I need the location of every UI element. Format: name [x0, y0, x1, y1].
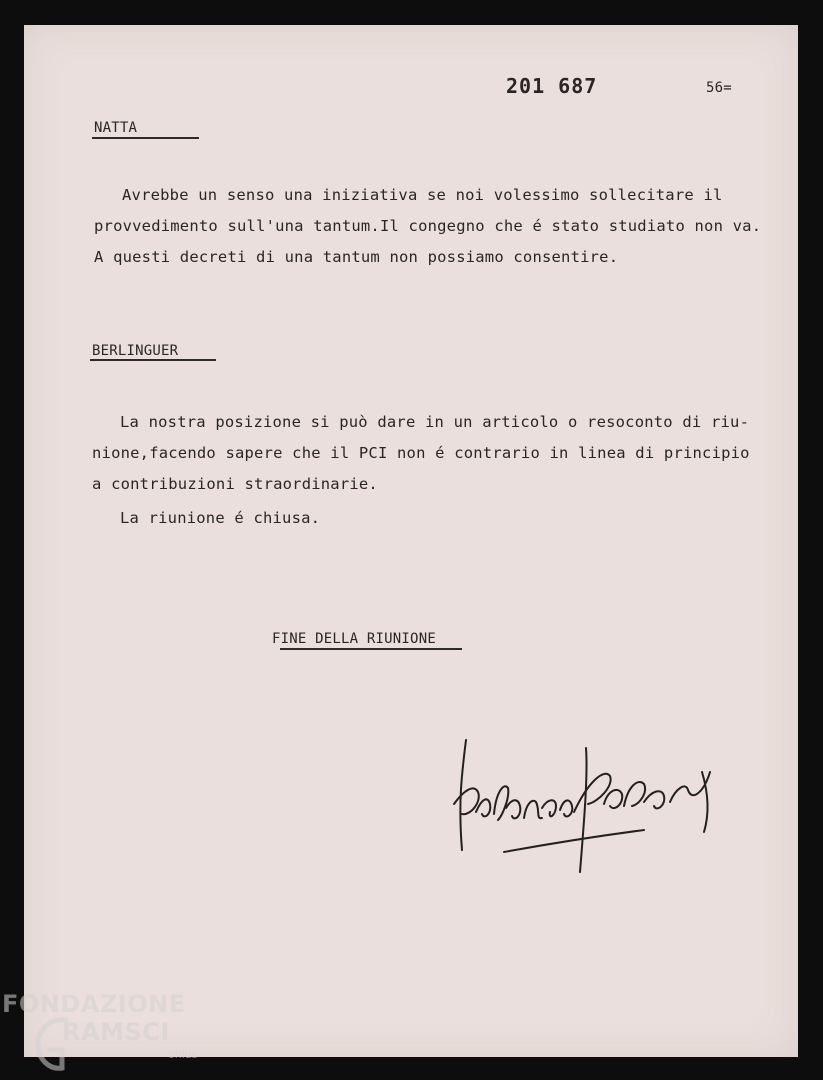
speaker-name-berlinguer: BERLINGUER [92, 343, 179, 359]
watermark-line-3: onlus [168, 1048, 198, 1061]
closing-line: FINE DELLA RIUNIONE [272, 631, 436, 647]
page-number: 56= [706, 80, 732, 96]
document-number: 201 687 [506, 74, 598, 98]
signature-drawing [448, 732, 718, 882]
natta-line-2: provvedimento sull'una tantum.Il congegno che é stato studiato non va. [94, 217, 762, 235]
speaker-underline [92, 137, 199, 139]
natta-line-3: A questi decreti di una tantum non possiamo consentire. [94, 248, 619, 266]
natta-line-1: Avrebbe un senso una iniziativa se noi volessimo sollecitare il [122, 186, 723, 204]
speaker-underline [90, 359, 216, 361]
watermark-line-1: FONDAZIONE [2, 990, 186, 1018]
watermark-line-2: RAMSCI [62, 1018, 170, 1046]
closing-underline [280, 648, 462, 650]
berlinguer-line-2: nione,facendo sapere che il PCI non é contrario in linea di principio [92, 444, 750, 462]
fondazione-gramsci-watermark [2, 990, 212, 1078]
berlinguer-line-3: a contribuzioni straordinarie. [92, 475, 378, 493]
handwritten-signature [448, 732, 718, 886]
berlinguer-line-1: La nostra posizione si può dare in un articolo o resoconto di riu- [120, 413, 750, 431]
berlinguer-line-4: La riunione é chiusa. [120, 509, 321, 527]
speaker-name-natta: NATTA [94, 120, 138, 136]
